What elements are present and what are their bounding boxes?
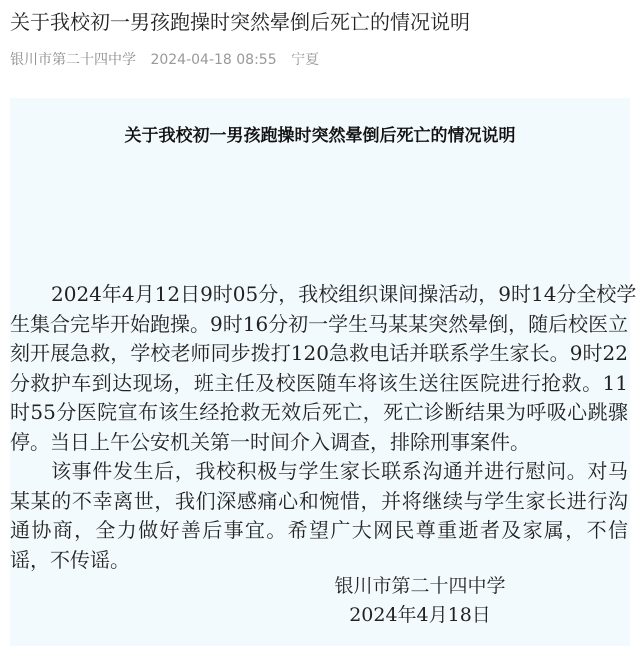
paragraph-line: 某某的不幸离世，我们深感痛心和惋惜，并将继续与学生家长进行沟	[10, 488, 628, 513]
paragraph-line: 生集合完毕开始跑操。9时16分初一学生马某某突然晕倒，随后校医立	[10, 311, 629, 336]
paragraph-line: 时55分医院宣布该生经抢救无效后死亡，死亡诊断结果为呼吸心跳骤	[10, 400, 628, 424]
paragraph-line: 通协商，全力做好善后事宜。希望广大网民尊重逝者及家属，不信	[10, 518, 628, 542]
article-title: 关于我校初一男孩跑操时突然晕倒后死亡的情况说明	[10, 10, 470, 34]
source-link[interactable]: 银川市第二十四中学	[10, 52, 136, 68]
paragraph-line: 2024年4月12日9时05分，我校组织课间操活动，9时14分全校学	[51, 282, 637, 306]
paragraph-line: 该事件发生后，我校积极与学生家长联系沟通并进行慰问。对马	[51, 459, 628, 483]
signature: 银川市第二十四中学	[334, 575, 506, 597]
paragraph-line: 分救护车到达现场，班主任及校医随车将该生送往医院进行抢救。11	[10, 370, 628, 395]
article-meta	[10, 49, 329, 69]
location: 宁夏	[291, 52, 320, 68]
paragraph-line: 停。当日上午公安机关第一时间介入调查，排除刑事案件。	[10, 429, 530, 454]
paragraph-line: 刻开展急救，学校老师同步拨打120急救电话并联系学生家长。9时22	[10, 341, 628, 365]
paragraph-line: 谣，不传谣。	[10, 547, 130, 572]
notice-title: 关于我校初一男孩跑操时突然晕倒后死亡的情况说明	[124, 126, 516, 146]
notice-image	[10, 98, 637, 646]
publish-time: 2024-04-18 08:55	[150, 52, 277, 68]
notice-body	[10, 280, 637, 575]
signature-date: 2024年4月18日	[349, 604, 491, 626]
